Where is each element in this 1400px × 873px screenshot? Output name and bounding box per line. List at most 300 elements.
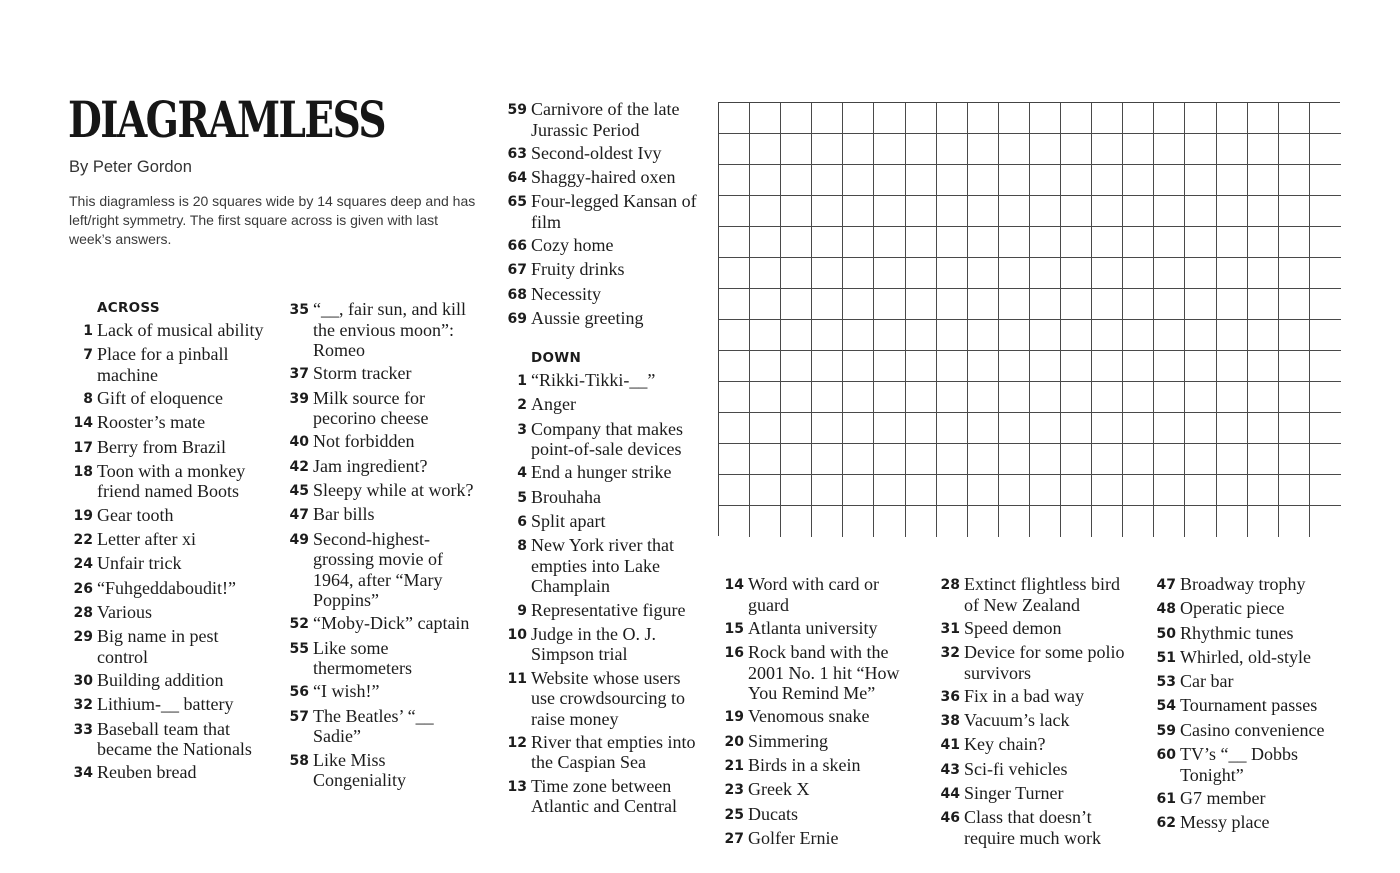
grid-cell[interactable] [812, 320, 843, 351]
grid-cell[interactable] [906, 382, 937, 413]
grid-cell[interactable] [1217, 444, 1248, 475]
grid-cell[interactable] [719, 320, 750, 351]
grid-cell[interactable] [1310, 165, 1341, 196]
grid-cell[interactable] [1310, 382, 1341, 413]
grid-cell[interactable] [1310, 320, 1341, 351]
grid-cell[interactable] [1248, 289, 1279, 320]
grid-cell[interactable] [1030, 103, 1061, 134]
grid-cell[interactable] [1123, 258, 1154, 289]
grid-cell[interactable] [1154, 134, 1185, 165]
clue-text: Brouhaha [531, 486, 601, 507]
grid-cell[interactable] [1030, 165, 1061, 196]
grid-cell[interactable] [1030, 382, 1061, 413]
grid-cell[interactable] [968, 382, 999, 413]
grid-cell[interactable] [781, 382, 812, 413]
grid-cell[interactable] [968, 320, 999, 351]
grid-cell[interactable] [999, 165, 1030, 196]
grid-cell[interactable] [1279, 196, 1310, 227]
grid-cell[interactable] [719, 444, 750, 475]
grid-cell[interactable] [999, 103, 1030, 134]
grid-cell[interactable] [1185, 289, 1216, 320]
grid-cell[interactable] [781, 444, 812, 475]
grid-cell[interactable] [719, 413, 750, 444]
grid-cell[interactable] [1030, 444, 1061, 475]
grid-cell[interactable] [1310, 475, 1341, 506]
grid-cell[interactable] [1310, 134, 1341, 165]
grid-cell[interactable] [1092, 506, 1123, 537]
grid-cell[interactable] [1061, 382, 1092, 413]
grid-cell[interactable] [1248, 134, 1279, 165]
grid-cell[interactable] [750, 289, 781, 320]
grid-cell[interactable] [750, 444, 781, 475]
grid-cell[interactable] [1279, 506, 1310, 537]
grid-cell[interactable] [1217, 382, 1248, 413]
grid-cell[interactable] [1310, 227, 1341, 258]
grid-cell[interactable] [1030, 134, 1061, 165]
grid-cell[interactable] [1279, 413, 1310, 444]
grid-cell[interactable] [750, 227, 781, 258]
grid-cell[interactable] [1092, 444, 1123, 475]
grid-cell[interactable] [968, 351, 999, 382]
grid-cell[interactable] [968, 165, 999, 196]
grid-cell[interactable] [1217, 103, 1248, 134]
grid-cell[interactable] [1061, 351, 1092, 382]
down-clues-column-4 [1150, 574, 1350, 836]
grid-cell[interactable] [1123, 320, 1154, 351]
grid-cell[interactable] [874, 258, 905, 289]
grid-cell[interactable] [1279, 227, 1310, 258]
grid-cell[interactable] [906, 320, 937, 351]
clue-text: Ducats [748, 803, 798, 824]
grid-cell[interactable] [750, 103, 781, 134]
grid-cell[interactable] [1248, 506, 1279, 537]
grid-cell[interactable] [1092, 289, 1123, 320]
grid-cell[interactable] [937, 382, 968, 413]
grid-cell[interactable] [906, 413, 937, 444]
grid-cell[interactable] [812, 196, 843, 227]
grid-cell[interactable] [1030, 351, 1061, 382]
grid-cell[interactable] [1154, 320, 1185, 351]
grid-cell[interactable] [1154, 227, 1185, 258]
grid-cell[interactable] [1154, 103, 1185, 134]
grid-cell[interactable] [812, 134, 843, 165]
grid-cell[interactable] [937, 475, 968, 506]
grid-cell[interactable] [1030, 258, 1061, 289]
clue-text: Rock band with the 2001 No. 1 hit “How You Remind Me” [748, 642, 900, 704]
grid-cell[interactable] [1154, 258, 1185, 289]
grid-cell[interactable] [719, 475, 750, 506]
grid-cell[interactable] [843, 413, 874, 444]
grid-cell[interactable] [874, 134, 905, 165]
grid-cell[interactable] [750, 196, 781, 227]
grid-cell[interactable] [999, 134, 1030, 165]
grid-cell[interactable] [999, 475, 1030, 506]
grid-cell[interactable] [874, 382, 905, 413]
grid-cell[interactable] [1154, 289, 1185, 320]
grid-cell[interactable] [781, 196, 812, 227]
grid-cell[interactable] [1248, 103, 1279, 134]
grid-cell[interactable] [1061, 165, 1092, 196]
grid-cell[interactable] [1279, 475, 1310, 506]
grid-cell[interactable] [1061, 506, 1092, 537]
grid-cell[interactable] [1248, 227, 1279, 258]
grid-cell[interactable] [1185, 506, 1216, 537]
grid-cell[interactable] [1248, 444, 1279, 475]
grid-cell[interactable] [1092, 351, 1123, 382]
grid-cell[interactable] [937, 289, 968, 320]
grid-cell[interactable] [1248, 165, 1279, 196]
grid-cell[interactable] [968, 475, 999, 506]
clue-text: Berry from Brazil [97, 436, 226, 457]
grid-cell[interactable] [1217, 289, 1248, 320]
grid-cell[interactable] [937, 413, 968, 444]
grid-cell[interactable] [1185, 134, 1216, 165]
grid-cell[interactable] [1061, 444, 1092, 475]
grid-cell[interactable] [999, 289, 1030, 320]
clue-number: 9 [517, 602, 527, 619]
grid-cell[interactable] [1217, 258, 1248, 289]
grid-cell[interactable] [843, 258, 874, 289]
grid-cell[interactable] [1061, 258, 1092, 289]
clue-number: 66 [507, 238, 527, 255]
grid-cell[interactable] [874, 165, 905, 196]
grid-cell[interactable] [812, 475, 843, 506]
grid-cell[interactable] [968, 134, 999, 165]
grid-cell[interactable] [937, 258, 968, 289]
grid-cell[interactable] [1310, 444, 1341, 475]
grid-cell[interactable] [1123, 227, 1154, 258]
grid-cell[interactable] [719, 382, 750, 413]
grid-cell[interactable] [1030, 413, 1061, 444]
grid-cell[interactable] [1092, 165, 1123, 196]
grid-cell[interactable] [999, 351, 1030, 382]
grid-cell[interactable] [906, 506, 937, 537]
grid-cell[interactable] [874, 506, 905, 537]
grid-cell[interactable] [1279, 258, 1310, 289]
grid-cell[interactable] [843, 103, 874, 134]
crossword-grid[interactable] [718, 102, 1340, 536]
grid-cell[interactable] [843, 382, 874, 413]
grid-cell[interactable] [781, 475, 812, 506]
grid-cell[interactable] [1310, 196, 1341, 227]
grid-cell[interactable] [812, 227, 843, 258]
grid-cell[interactable] [1248, 196, 1279, 227]
grid-cell[interactable] [1030, 227, 1061, 258]
grid-cell[interactable] [719, 196, 750, 227]
grid-cell[interactable] [1092, 475, 1123, 506]
grid-cell[interactable] [1123, 475, 1154, 506]
grid-cell[interactable] [1248, 413, 1279, 444]
grid-cell[interactable] [812, 444, 843, 475]
grid-cell[interactable] [906, 444, 937, 475]
grid-cell[interactable] [1061, 134, 1092, 165]
grid-cell[interactable] [1092, 320, 1123, 351]
grid-cell[interactable] [999, 382, 1030, 413]
grid-cell[interactable] [937, 134, 968, 165]
grid-cell[interactable] [999, 413, 1030, 444]
grid-cell[interactable] [1217, 227, 1248, 258]
grid-cell[interactable] [1123, 413, 1154, 444]
grid-cell[interactable] [1061, 103, 1092, 134]
grid-cell[interactable] [1030, 506, 1061, 537]
grid-cell[interactable] [1030, 320, 1061, 351]
grid-cell[interactable] [1310, 289, 1341, 320]
grid-cell[interactable] [1310, 103, 1341, 134]
grid-cell[interactable] [812, 506, 843, 537]
grid-cell[interactable] [1185, 413, 1216, 444]
grid-cell[interactable] [781, 289, 812, 320]
grid-cell[interactable] [1030, 196, 1061, 227]
grid-cell[interactable] [1310, 506, 1341, 537]
grid-cell[interactable] [1154, 382, 1185, 413]
grid-cell[interactable] [1217, 506, 1248, 537]
grid-cell[interactable] [1061, 289, 1092, 320]
grid-cell[interactable] [1154, 506, 1185, 537]
grid-cell[interactable] [1185, 382, 1216, 413]
grid-cell[interactable] [750, 382, 781, 413]
grid-cell[interactable] [1123, 289, 1154, 320]
grid-cell[interactable] [843, 444, 874, 475]
grid-cell[interactable] [781, 413, 812, 444]
grid-cell[interactable] [1279, 289, 1310, 320]
grid-cell[interactable] [1279, 351, 1310, 382]
grid-cell[interactable] [999, 320, 1030, 351]
grid-cell[interactable] [719, 351, 750, 382]
grid-cell[interactable] [874, 444, 905, 475]
grid-cell[interactable] [719, 165, 750, 196]
grid-cell[interactable] [937, 165, 968, 196]
grid-cell[interactable] [1123, 134, 1154, 165]
grid-cell[interactable] [1061, 196, 1092, 227]
grid-cell[interactable] [1185, 475, 1216, 506]
grid-cell[interactable] [1061, 413, 1092, 444]
grid-cell[interactable] [1092, 196, 1123, 227]
grid-cell[interactable] [719, 289, 750, 320]
grid-cell[interactable] [906, 289, 937, 320]
grid-cell[interactable] [906, 258, 937, 289]
grid-cell[interactable] [906, 196, 937, 227]
grid-cell[interactable] [1092, 382, 1123, 413]
clue-number: 12 [507, 734, 527, 751]
grid-cell[interactable] [1092, 103, 1123, 134]
grid-cell[interactable] [781, 134, 812, 165]
grid-cell[interactable] [1248, 320, 1279, 351]
clue-item [934, 807, 1134, 848]
grid-cell[interactable] [1154, 413, 1185, 444]
grid-cell[interactable] [1185, 444, 1216, 475]
grid-cell[interactable] [750, 351, 781, 382]
grid-cell[interactable] [843, 506, 874, 537]
grid-cell[interactable] [1185, 196, 1216, 227]
grid-cell[interactable] [906, 165, 937, 196]
grid-cell[interactable] [937, 351, 968, 382]
grid-cell[interactable] [750, 413, 781, 444]
grid-cell[interactable] [781, 165, 812, 196]
grid-cell[interactable] [999, 227, 1030, 258]
grid-cell[interactable] [812, 289, 843, 320]
grid-cell[interactable] [1061, 227, 1092, 258]
clue-text: Broadway trophy [1180, 574, 1306, 594]
grid-cell[interactable] [1217, 413, 1248, 444]
grid-cell[interactable] [719, 103, 750, 134]
grid-cell[interactable] [999, 444, 1030, 475]
grid-cell[interactable] [750, 134, 781, 165]
grid-cell[interactable] [812, 413, 843, 444]
grid-cell[interactable] [1123, 351, 1154, 382]
grid-cell[interactable] [719, 227, 750, 258]
grid-cell[interactable] [1061, 475, 1092, 506]
grid-cell[interactable] [874, 475, 905, 506]
grid-cell[interactable] [1123, 444, 1154, 475]
grid-cell[interactable] [1061, 320, 1092, 351]
grid-cell[interactable] [843, 196, 874, 227]
grid-cell[interactable] [1279, 320, 1310, 351]
grid-cell[interactable] [843, 134, 874, 165]
grid-cell[interactable] [812, 165, 843, 196]
grid-cell[interactable] [750, 320, 781, 351]
grid-cell[interactable] [968, 227, 999, 258]
grid-cell[interactable] [812, 258, 843, 289]
grid-cell[interactable] [1217, 134, 1248, 165]
grid-cell[interactable] [1248, 382, 1279, 413]
grid-cell[interactable] [750, 258, 781, 289]
grid-cell[interactable] [874, 351, 905, 382]
grid-cell[interactable] [843, 475, 874, 506]
grid-cell[interactable] [843, 351, 874, 382]
grid-cell[interactable] [1154, 351, 1185, 382]
grid-cell[interactable] [1154, 165, 1185, 196]
grid-cell[interactable] [937, 506, 968, 537]
grid-cell[interactable] [1123, 103, 1154, 134]
grid-cell[interactable] [906, 227, 937, 258]
grid-cell[interactable] [1217, 475, 1248, 506]
grid-cell[interactable] [937, 320, 968, 351]
grid-cell[interactable] [874, 103, 905, 134]
grid-cell[interactable] [1092, 413, 1123, 444]
grid-cell[interactable] [874, 289, 905, 320]
grid-cell[interactable] [1279, 134, 1310, 165]
grid-cell[interactable] [812, 103, 843, 134]
grid-cell[interactable] [843, 165, 874, 196]
clue-text: Word with card or guard [748, 574, 880, 615]
grid-cell[interactable] [1154, 444, 1185, 475]
grid-cell[interactable] [1123, 506, 1154, 537]
grid-cell[interactable] [719, 134, 750, 165]
grid-cell[interactable] [1248, 258, 1279, 289]
clue-number: 22 [73, 532, 93, 549]
grid-cell[interactable] [1123, 165, 1154, 196]
grid-cell[interactable] [874, 227, 905, 258]
clue-text: Simmering [748, 730, 828, 751]
grid-cell[interactable] [999, 506, 1030, 537]
grid-cell[interactable] [843, 227, 874, 258]
grid-cell[interactable] [1092, 258, 1123, 289]
grid-cell[interactable] [906, 475, 937, 506]
grid-cell[interactable] [750, 165, 781, 196]
grid-cell[interactable] [968, 258, 999, 289]
grid-cell[interactable] [1279, 444, 1310, 475]
grid-cell[interactable] [1185, 320, 1216, 351]
grid-cell[interactable] [1310, 413, 1341, 444]
grid-cell[interactable] [1217, 351, 1248, 382]
grid-cell[interactable] [1217, 196, 1248, 227]
clue-number: 14 [73, 415, 93, 432]
grid-cell[interactable] [781, 227, 812, 258]
grid-cell[interactable] [999, 196, 1030, 227]
grid-cell[interactable] [1279, 165, 1310, 196]
clue-number: 57 [289, 708, 309, 725]
grid-cell[interactable] [1185, 165, 1216, 196]
grid-cell[interactable] [750, 475, 781, 506]
grid-cell[interactable] [968, 413, 999, 444]
grid-cell[interactable] [906, 351, 937, 382]
clue-number: 2 [517, 397, 527, 414]
grid-cell[interactable] [874, 196, 905, 227]
grid-cell[interactable] [1154, 475, 1185, 506]
grid-cell[interactable] [906, 103, 937, 134]
grid-cell[interactable] [812, 382, 843, 413]
clue-item [718, 731, 918, 753]
grid-cell[interactable] [1217, 320, 1248, 351]
grid-cell[interactable] [719, 258, 750, 289]
grid-cell[interactable] [968, 444, 999, 475]
grid-cell[interactable] [781, 258, 812, 289]
grid-cell[interactable] [781, 320, 812, 351]
grid-cell[interactable] [937, 103, 968, 134]
grid-cell[interactable] [1185, 227, 1216, 258]
puzzle-instructions: This diagramless is 20 squares wide by 14 squares deep and has left/right symmetry. The first square across is given with last week’s answers. [69, 193, 476, 247]
clue-text: Place for a pinball machine [97, 344, 229, 385]
grid-cell[interactable] [1279, 103, 1310, 134]
grid-cell[interactable] [937, 444, 968, 475]
grid-cell[interactable] [781, 103, 812, 134]
grid-cell[interactable] [843, 320, 874, 351]
grid-cell[interactable] [968, 289, 999, 320]
grid-cell[interactable] [1279, 382, 1310, 413]
grid-cell[interactable] [937, 196, 968, 227]
grid-cell[interactable] [1123, 196, 1154, 227]
grid-cell[interactable] [719, 506, 750, 537]
grid-cell[interactable] [874, 413, 905, 444]
grid-cell[interactable] [750, 506, 781, 537]
grid-cell[interactable] [1092, 134, 1123, 165]
grid-cell[interactable] [1248, 351, 1279, 382]
grid-cell[interactable] [1310, 258, 1341, 289]
grid-cell[interactable] [1123, 382, 1154, 413]
grid-cell[interactable] [1185, 103, 1216, 134]
grid-cell[interactable] [1217, 165, 1248, 196]
grid-cell[interactable] [812, 351, 843, 382]
grid-cell[interactable] [1092, 227, 1123, 258]
grid-cell[interactable] [968, 103, 999, 134]
grid-cell[interactable] [874, 320, 905, 351]
grid-cell[interactable] [1185, 351, 1216, 382]
grid-cell[interactable] [1185, 258, 1216, 289]
grid-cell[interactable] [1030, 475, 1061, 506]
grid-cell[interactable] [1248, 475, 1279, 506]
grid-cell[interactable] [1310, 351, 1341, 382]
grid-cell[interactable] [999, 258, 1030, 289]
grid-cell[interactable] [843, 289, 874, 320]
grid-cell[interactable] [906, 134, 937, 165]
grid-cell[interactable] [968, 196, 999, 227]
grid-cell[interactable] [968, 506, 999, 537]
grid-cell[interactable] [781, 351, 812, 382]
grid-cell[interactable] [937, 227, 968, 258]
grid-cell[interactable] [1154, 196, 1185, 227]
grid-cell[interactable] [781, 506, 812, 537]
grid-cell[interactable] [1030, 289, 1061, 320]
